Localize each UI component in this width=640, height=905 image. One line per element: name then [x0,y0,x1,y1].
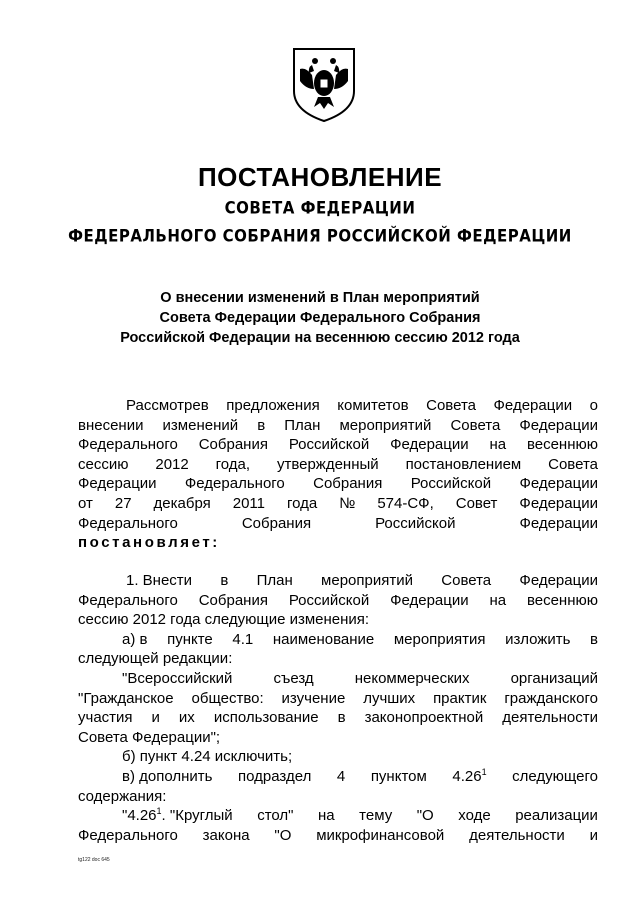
word: практик [433,689,487,707]
word: года, [215,455,251,473]
word: в [257,416,266,434]
word: общество: [191,689,264,707]
word: 4.1 [232,630,254,648]
word: Федерации [519,494,598,512]
word: в) дополнить [122,767,213,785]
word: пунктом [370,767,427,785]
word: "Гражданское [78,689,174,707]
word: и [151,709,160,727]
word: "О [416,807,434,825]
word: некоммерческих [354,669,470,687]
word: в [220,572,229,589]
text-line [78,826,598,846]
text-line [78,708,598,728]
subject-line: Российской Федерации на весеннюю сессию 2012 года [120,330,520,346]
word: ходе [458,807,491,825]
word [452,767,486,787]
word: Федерации [390,591,469,609]
text-line [78,591,598,611]
word: использование [213,709,319,727]
word: лучших [363,689,416,707]
word: и [589,826,598,844]
word: содержания: [78,787,167,805]
word: комитетов [337,397,409,414]
word: Российской [410,475,492,493]
word: закона [202,826,250,844]
word: Федерации [519,475,598,493]
word: План [256,572,293,589]
text-line [78,747,598,767]
word: Рассмотрев [126,397,209,414]
subject-line: О внесении изменений в План мероприятий [160,290,480,306]
word: . "Круглый [161,807,233,825]
russian-coat-of-arms-icon [294,49,354,121]
word: Совет [455,494,498,512]
word: Собрания [241,514,312,532]
word: Федерального [78,826,178,844]
word: сессию 2012 года следующие изменения: [78,611,370,629]
word: следующей редакции: [78,650,233,668]
text-line [78,571,598,591]
word: Собрания [198,436,268,454]
word: Совета [548,455,598,473]
word: Совета Федерации"; [78,728,221,746]
word: на [489,436,507,454]
word: реализации [515,807,598,825]
word: тему [359,807,393,825]
word: следующего [512,767,598,785]
word: Российской [288,436,370,454]
word: 4.26 [452,767,482,785]
word: а) в [122,630,148,648]
word: пункте [167,630,213,648]
subject-line: Совета Федерации Федерального Собрания [159,310,481,326]
text-line [78,806,598,826]
word: утвержденный [276,455,379,473]
issuer-line-2: ФЕДЕРАЛЬНОГО СОБРАНИЯ РОССИЙСКОЙ ФЕДЕРАЦИИ [68,225,572,247]
word: постановлением [405,455,522,473]
resolves-keyword: постановляет: [78,534,220,552]
word: их [178,709,195,727]
document-code: tg122 doc 645 [78,857,110,863]
word: "Всероссийский [122,669,233,687]
word: Совета [441,572,492,589]
word: Совета [426,397,476,414]
word: на [489,591,507,609]
word: 574-СФ, [377,494,434,512]
word: Федерального [78,514,178,532]
word: Российской [288,591,370,609]
word: от [78,494,93,512]
word: "О [274,826,292,844]
word: деятельности [469,826,565,844]
text-line [78,396,598,416]
word: Собрания [313,475,383,493]
word: Федерации [519,572,598,589]
text-line [78,767,598,787]
word: мероприятий [339,416,432,434]
word: 4 [336,767,346,785]
word: изложить [505,630,571,648]
word: изменений [162,416,239,434]
word: мероприятий [321,572,413,589]
word: стол" [257,807,294,825]
item-1-paragraph [78,571,598,845]
word: наименование [272,630,375,648]
word: Федерации [519,416,598,434]
word: Федерации [390,436,469,454]
word: сессию [78,455,129,473]
word: 1. Внести [126,572,193,589]
coat-of-arms-emblem [290,45,358,123]
text-line [78,533,598,553]
word: "4.26 [122,807,157,825]
word: Совета [450,416,501,434]
word: участия [78,709,133,727]
word: в [337,709,346,727]
word: деятельности [502,709,598,727]
word: гражданского [504,689,598,707]
word: Федерации [519,514,598,532]
text-line [78,514,598,534]
resolution-subject [60,288,580,348]
word: подраздел [238,767,312,785]
word: микрофинансовой [316,826,445,844]
text-line [78,610,598,630]
word: весеннюю [526,436,598,454]
word: Федерального [78,591,178,609]
text-line [78,494,598,514]
text-line [78,630,598,650]
word: 2012 [155,455,189,473]
preamble-paragraph [78,396,598,553]
text-line [78,689,598,709]
word: на [318,807,335,825]
text-line [78,649,598,669]
word: б) пункт 4.24 исключить; [122,748,293,766]
text-line [78,787,598,807]
text-line [78,474,598,494]
text-line [78,416,598,436]
word: Федерального [184,475,285,493]
word: в [590,630,598,648]
word: внесении [78,416,144,434]
word: законопроектной [364,709,484,727]
word: Собрания [198,591,268,609]
word: изучение [281,689,346,707]
superscript-index: 1 [481,766,487,777]
text-line [78,669,598,689]
text-line [78,728,598,748]
superscript-index: 1 [156,806,162,817]
word: весеннюю [526,591,598,609]
text-line [78,435,598,455]
text-line [78,455,598,475]
word: о [589,397,598,414]
word: 2011 [232,494,266,512]
word: Российской [375,514,456,532]
document-title: ПОСТАНОВЛЕНИЕ [197,162,443,192]
word: мероприятия [393,630,486,648]
word: организаций [510,669,598,687]
word [122,806,233,826]
word: 27 [114,494,132,512]
word: съезд [273,669,314,687]
word: Федерального [78,436,178,454]
word: декабря [153,494,211,512]
word: Федерации [493,397,573,414]
word: предложения [226,397,320,414]
issuer-line-1: СОВЕТА ФЕДЕРАЦИИ [224,197,416,219]
word: № [339,494,356,512]
word: года [287,494,318,512]
word: Федерации [78,475,157,493]
word: План [284,416,321,434]
